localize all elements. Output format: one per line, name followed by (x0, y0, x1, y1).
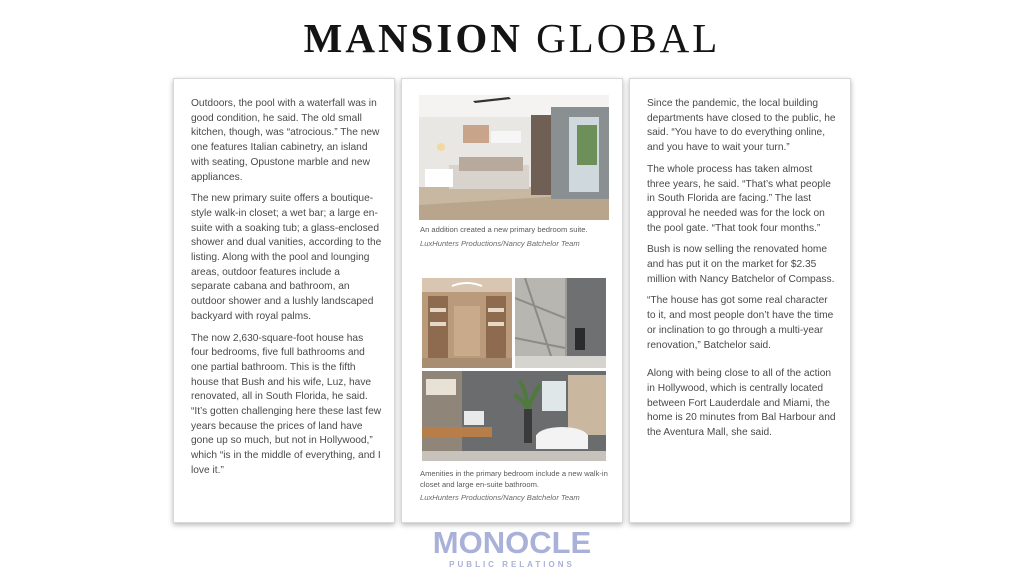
article-column-1 (173, 78, 395, 523)
photo-2-caption-block (420, 469, 612, 504)
column-1-text (191, 97, 382, 486)
masthead-logo (0, 14, 1024, 62)
monocle-logo-tagline: PUBLIC RELATIONS (449, 560, 575, 569)
paragraph: “The house has got some real character to it, and most people don’t have the time or inclination to go through a multi-year renovation,” Batchelor said. (647, 295, 834, 351)
closet-photo-image (422, 278, 512, 368)
shower-photo-image (515, 278, 606, 368)
masthead-bold: MANSION (303, 15, 523, 61)
bathroom-photo (422, 371, 606, 461)
article-column-2 (401, 78, 623, 523)
paragraph: Along with being close to all of the action in Hollywood, which is centrally located between Fort Lauderdale and Miami, the home is 20 minutes from Bal Harbour and the Aventura Mall, she said. (647, 368, 836, 439)
column-3-text (647, 97, 838, 448)
masthead-regular: GLOBAL (536, 15, 721, 61)
paragraph: Since the pandemic, the local building departments have closed to the public, he said. “You have to do everything online, and you have to wait your turn.” (647, 98, 836, 154)
bedroom-photo (419, 95, 609, 220)
bathroom-photo-image (422, 371, 606, 461)
bedroom-photo-image (419, 95, 609, 220)
paragraph: The new primary suite offers a boutique-style walk-in closet; a wet bar; a large en-suite with a soaking tub; a glass-enclosed shower and dual vanities, according to the listing. Along with the pool and lounging areas, outdoor features include a separate cabana and bathroom, an outdoor shower and a lushly landscaped backyard with royal palms. (191, 193, 382, 322)
shower-photo (515, 278, 606, 368)
photo-1-caption-block (420, 225, 612, 249)
closet-photo (422, 278, 512, 368)
paragraph: The now 2,630-square-foot house has four bedrooms, five full bathrooms and one partial bathroom. This is the fifth house that Bush and his wife, Luz, have renovated, all in South Florida, he said. “It’s gotten challenging here these last few years because the prices of land have gone up so much, but not in Hollywood,” which “is in the middle of everything, and I love it.” (191, 332, 382, 476)
monocle-logo-name: MONOCLE (432, 525, 592, 560)
photo-2-caption: Amenities in the primary bedroom include a new walk-in closet and large en-suite bathroom. (420, 469, 608, 489)
paragraph: Bush is now selling the renovated home and has put it on the market for $2.35 million with Nancy Batchelor of Compass. (647, 244, 835, 285)
paragraph: Outdoors, the pool with a waterfall was in good condition, he said. The old small kitchen, though, was “atrocious.” The new one features Italian cabinetry, an island with seating, Opustone marble and new appliances. (191, 98, 380, 183)
monocle-logo (0, 526, 1024, 570)
photo-2-credit: LuxHunters Productions/Nancy Batchelor Team (420, 493, 580, 502)
photo-1-credit: LuxHunters Productions/Nancy Batchelor Team (420, 238, 580, 248)
photo-1-caption: An addition created a new primary bedroom suite. (420, 225, 588, 234)
paragraph: The whole process has taken almost three years, he said. “That’s what people in South Florida are facing.” The last approval he needed was for the lock on the pool gate. “That took four months.” (647, 163, 831, 234)
article-column-3 (629, 78, 851, 523)
